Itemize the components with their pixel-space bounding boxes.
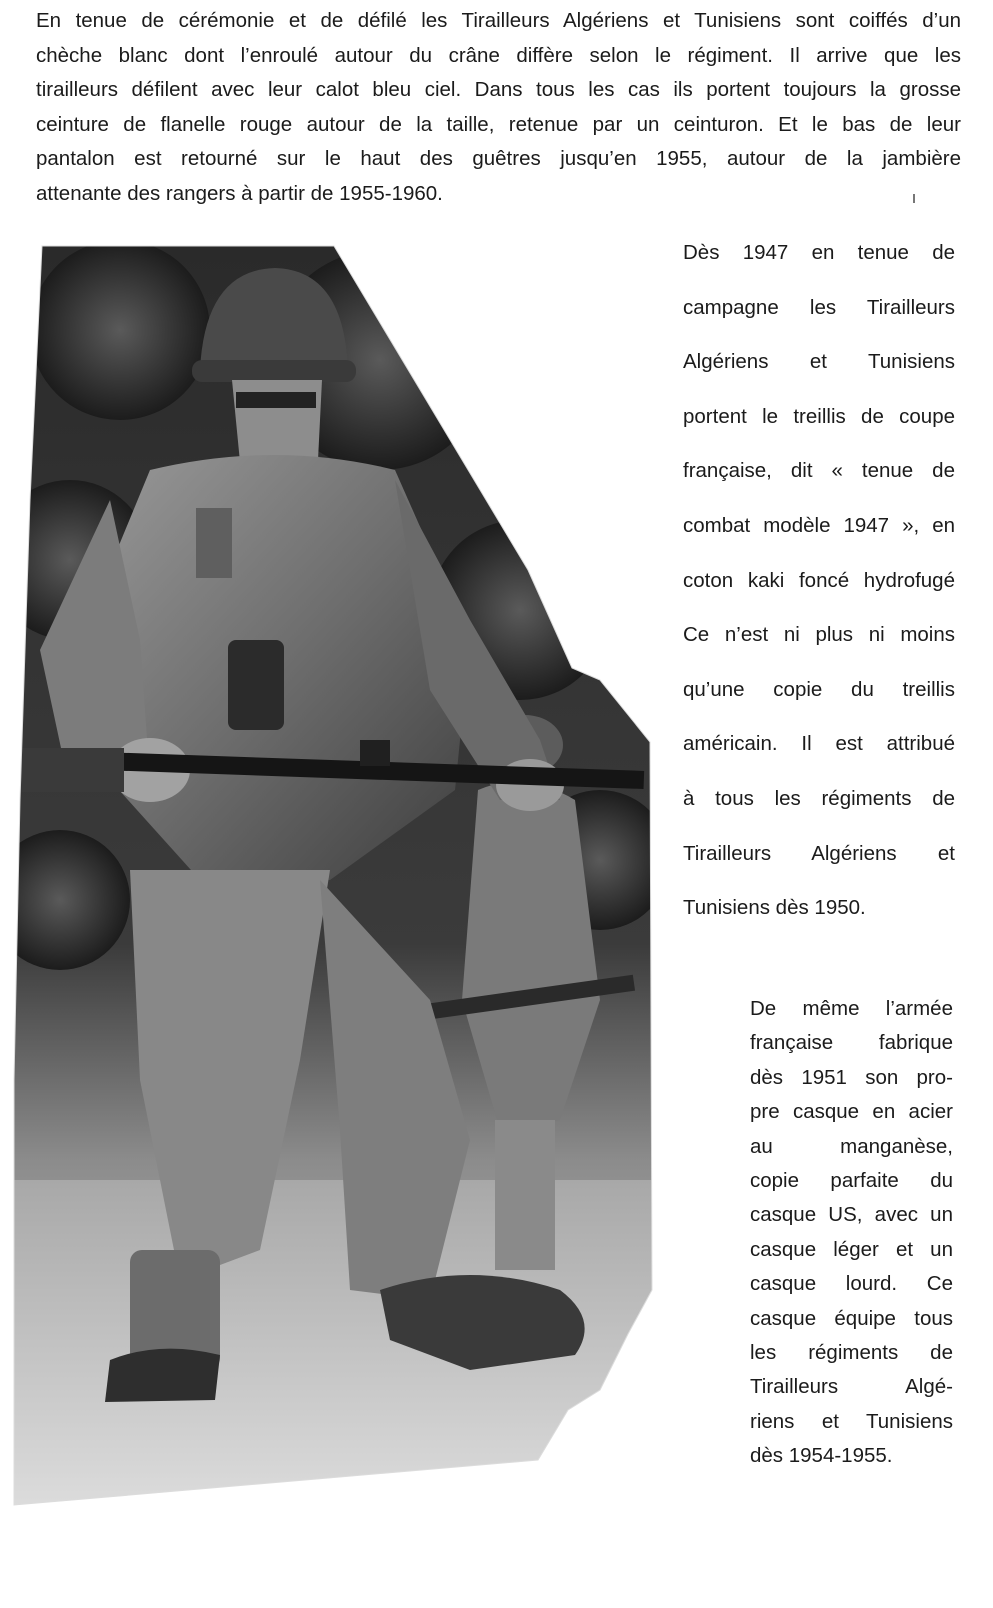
column-line: combat modèle 1947 », en	[683, 513, 955, 537]
column-line: coton kaki foncé hydrofugé	[683, 568, 955, 592]
column-line: casque léger et un	[750, 1237, 953, 1261]
intro-line: tirailleurs défilent avec leur calot bleu ciel. Dans tous les cas ils portent toujours la grosse	[36, 78, 961, 101]
column-line: Dès 1947 en tenue de	[683, 241, 955, 264]
column-line: les régiments de	[750, 1341, 953, 1365]
column-line: Ce n’est ni plus ni moins	[683, 623, 955, 647]
column-line: riens et Tunisiens	[750, 1409, 953, 1433]
intro-paragraph	[36, 4, 961, 211]
campaign-uniform-paragraph	[683, 226, 955, 936]
column-line: dès 1951 son pro-	[750, 1065, 953, 1089]
column-line: copie parfaite du	[750, 1169, 953, 1193]
column-line: casque US, avec un	[750, 1203, 953, 1227]
column-line: De même l’armée	[750, 997, 953, 1020]
intro-line: pantalon est retourné sur le haut des guêtres jusqu’en 1955, autour de la jambière	[36, 147, 961, 170]
column-line: campagne les Tirailleurs	[683, 295, 955, 319]
column-line: Tirailleurs Algé-	[750, 1375, 953, 1399]
intro-line: ceinture de flanelle rouge autour de la taille, retenue par un ceinturon. Et le bas de leur	[36, 112, 961, 136]
column-line: qu’une copie du treillis	[683, 677, 955, 701]
intro-line: attenante des rangers à partir de 1955-1960.	[36, 181, 443, 205]
column-line: dès 1954-1955.	[750, 1444, 893, 1468]
intro-line: chèche blanc dont l’enroulé autour du crâne diffère selon le régiment. Il arrive que les	[36, 43, 961, 67]
column-line: au manganèse,	[750, 1134, 953, 1158]
column-line: française fabrique	[750, 1031, 953, 1055]
column-line: casque équipe tous	[750, 1306, 953, 1330]
column-line: américain. Il est attribué	[683, 732, 955, 756]
scan-speck	[913, 194, 915, 203]
column-line: Tunisiens dès 1950.	[683, 896, 866, 920]
column-line: pre casque en acier	[750, 1100, 953, 1124]
column-line: portent le treillis de coupe	[683, 404, 955, 428]
column-line: française, dit « tenue de	[683, 459, 955, 483]
helmet-paragraph	[750, 992, 953, 1474]
column-line: Tirailleurs Algériens et	[683, 841, 955, 865]
column-line: casque lourd. Ce	[750, 1272, 953, 1296]
intro-line: En tenue de cérémonie et de défilé les Tirailleurs Algériens et Tunisiens sont coiffés d’un	[36, 9, 961, 32]
column-line: à tous les régiments de	[683, 786, 955, 810]
column-line: Algériens et Tunisiens	[683, 350, 955, 374]
